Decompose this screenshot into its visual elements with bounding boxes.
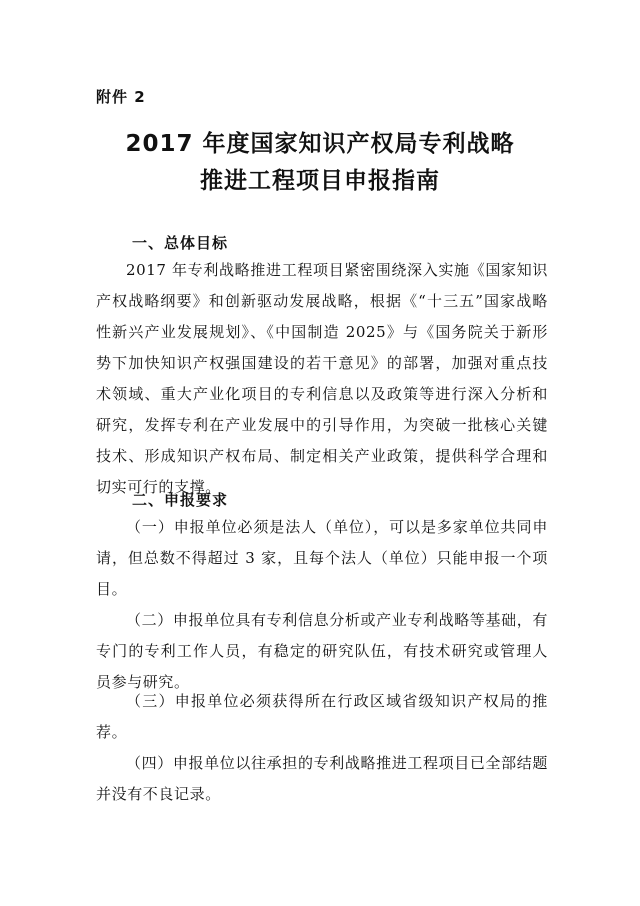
attachment-label: 附件 2 [96, 88, 146, 106]
document-title-line-2: 推进工程项目申报指南 [200, 168, 440, 194]
section-heading-goals: 一、总体目标 [132, 234, 229, 252]
requirement-paragraph-3: （三）申报单位必须获得所在行政区域省级知识产权局的推荐。 [96, 692, 548, 741]
goals-paragraph: 2017 年专利战略推进工程项目紧密围绕深入实施《国家知识产权战略纲要》和创新驱动发展战略，根据《“十三五”国家战略性新兴产业发展规划》、《中国制造 2025》与《国务院关于新形势下加快知识产权强国建设的若干意见》的部署，加强对重点技术领域、重大产业化项目的专利信息以及政策等进行深入分析和研究，发挥专利在产业发展中的引导作用，为突破一批核心关键技术、形成知识产权布局、制定相关产业政策，提供科学合理和切实可行的支撑。 [96, 261, 548, 496]
document-title-line-1: 2017 年度国家知识产权局专利战略 [125, 131, 515, 157]
requirement-paragraph-4: （四）申报单位以往承担的专利战略推进工程项目已全部结题并没有不良记录。 [96, 754, 548, 803]
section-heading-requirements: 二、申报要求 [132, 491, 229, 509]
requirement-paragraph-1: （一）申报单位必须是法人（单位），可以是多家单位共同申请，但总数不得超过 3 家，且每个法人（单位）只能申报一个项目。 [96, 518, 548, 598]
requirement-paragraph-2: （二）申报单位具有专利信息分析或产业专利战略等基础，有专门的专利工作人员，有稳定的研究队伍，有技术研究或管理人员参与研究。 [96, 611, 548, 691]
